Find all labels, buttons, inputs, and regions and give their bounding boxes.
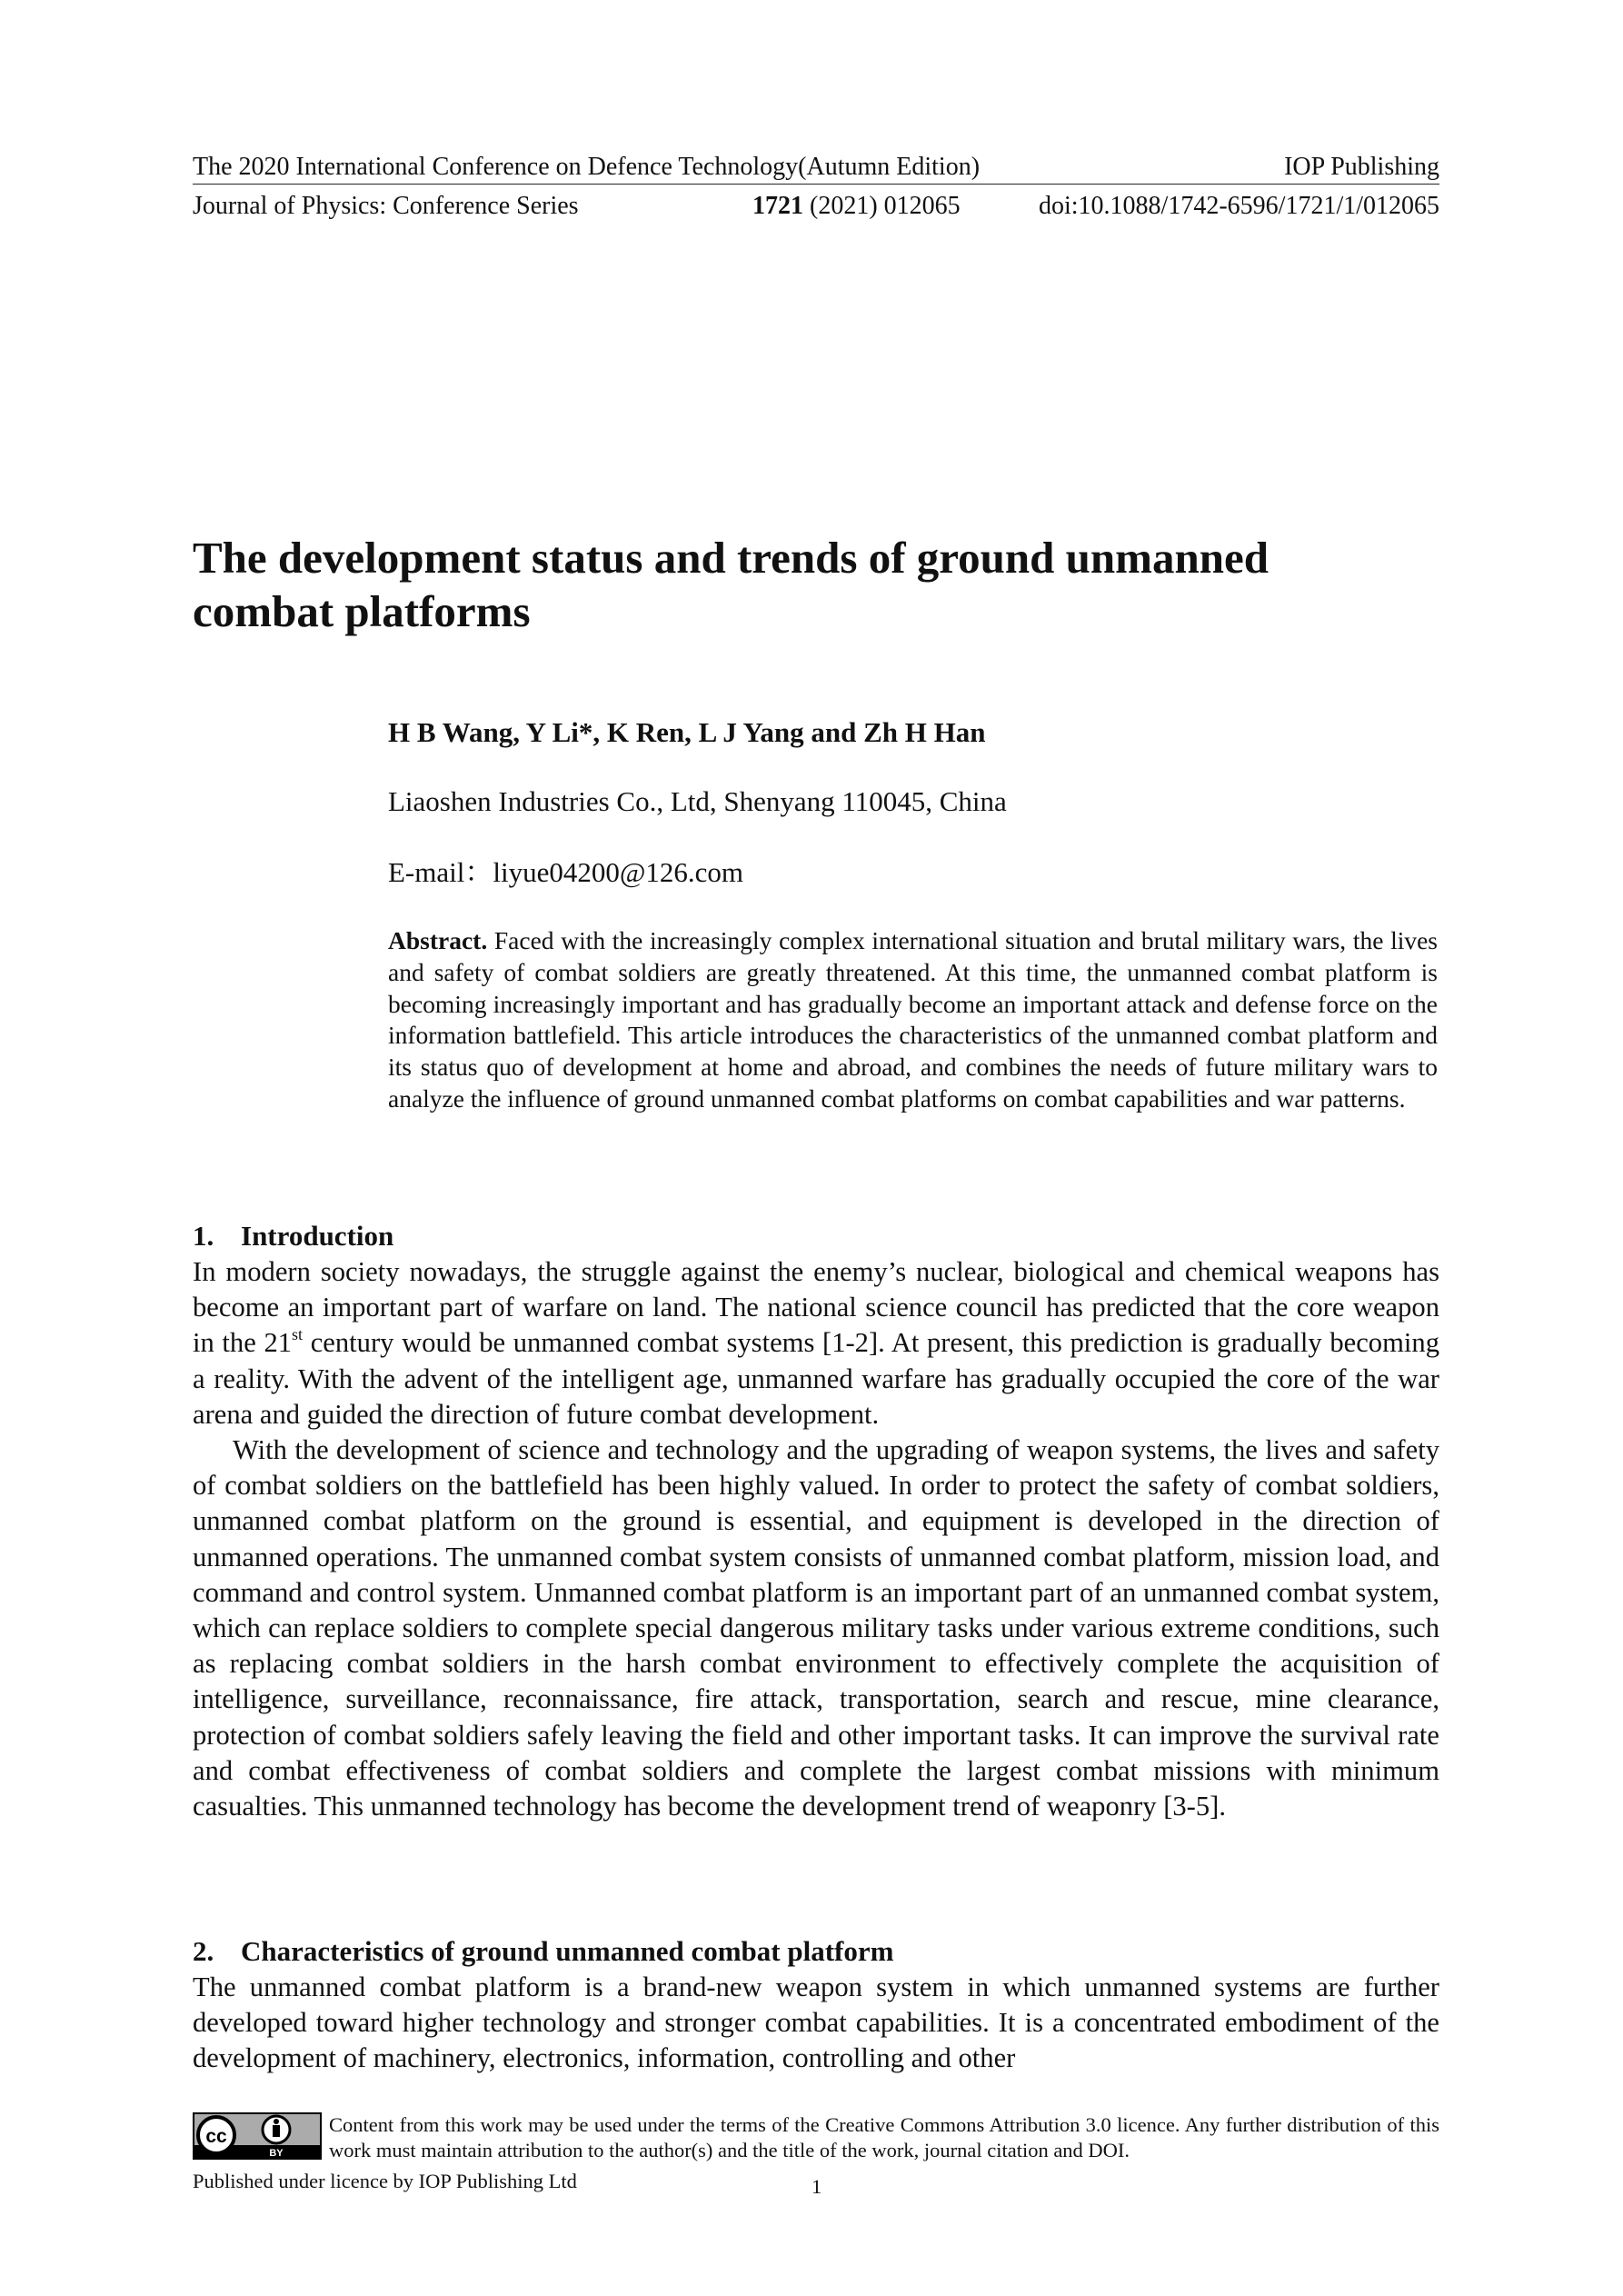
year-article: (2021) 012065 <box>810 192 961 220</box>
running-header-bottom <box>193 190 1439 223</box>
conference-name: The 2020 International Conference on Defence Technology(Autumn Edition) <box>193 153 981 181</box>
paragraph: In modern society nowadays, the struggle against the enemy’s nuclear, biological and chemical weapons has become an important part of warfare on land. The national science council has predicted that the core weapon in the 21st century would be unmanned combat systems [1-2]. At present, this prediction is gradually becoming a reality. With the advent of the intelligent age, unmanned warfare has gradually occupied the core of the war arena and guided the direction of future combat development. <box>193 1256 1439 1430</box>
abstract-text: Faced with the increasingly complex international situation and brutal military wars, the lives and safety of combat soldiers are greatly threatened. At this time, the unmanned combat platform is becoming increasingly important and has gradually become an important attack and defense force on the information battlefield. This article introduces the characteristics of the unmanned combat platform and its status quo of development at home and abroad, and combines the needs of future military wars to analyze the influence of ground unmanned combat platforms on combat capabilities and war patterns. <box>388 926 1439 1113</box>
abstract <box>388 925 1438 1115</box>
cc-by-license-icon[interactable] <box>193 2112 322 2160</box>
paragraph: The unmanned combat platform is a brand-new weapon system in which unmanned systems are further developed toward higher technology and stronger combat capabilities. It is a concentrated embodiment of the development of machinery, electronics, information, controlling and other <box>193 1972 1439 2074</box>
page-number: 1 <box>812 2175 822 2198</box>
abstract-label: Abstract. <box>388 926 488 954</box>
section-heading-characteristics <box>193 1934 893 1969</box>
paper-title: The development status and trends of ground unmanned combat platforms <box>193 533 1269 636</box>
section-number: 2. <box>193 1935 214 1967</box>
author-email[interactable]: E-mail：liyue04200@126.com <box>388 856 744 888</box>
svg-text:BY: BY <box>269 2148 284 2159</box>
license-block <box>193 2112 1439 2163</box>
ordinal-suffix: st <box>292 1325 304 1344</box>
section-title: Characteristics of ground unmanned combat platform <box>241 1935 894 1967</box>
section-body-introduction <box>193 1254 1439 1824</box>
license-text: Content from this work may be used under the terms of the Creative Commons Attribution 3.0 licence. Any further distribution of this work must maintain attribution to the author(s) and the title of the work, journal citation and DOI. <box>329 2113 1439 2161</box>
journal-name: Journal of Physics: Conference Series <box>193 192 579 220</box>
doi-link[interactable]: doi:10.1088/1742-6596/1721/1/012065 <box>1039 192 1439 220</box>
volume-info <box>752 190 961 223</box>
author-affiliation: Liaoshen Industries Co., Ltd, Shenyang 110045, China <box>388 785 1007 817</box>
volume-number: 1721 <box>752 192 803 220</box>
running-header-top <box>193 151 1439 185</box>
published-notice: Published under licence by IOP Publishing Ltd <box>193 2170 577 2192</box>
section-heading-introduction <box>193 1219 393 1253</box>
section-number: 1. <box>193 1220 214 1252</box>
svg-text:cc: cc <box>205 2126 227 2147</box>
section-title: Introduction <box>241 1220 394 1252</box>
author-list: H B Wang, Y Li*, K Ren, L J Yang and Zh H Han <box>388 716 986 748</box>
section-body-characteristics <box>193 1970 1439 2077</box>
paragraph: With the development of science and technology and the upgrading of weapon systems, the lives and safety of combat soldiers on the battlefield has been highly valued. In order to protect the safety of combat soldiers, unmanned combat platform on the ground is essential, and equipment is developed in the direction of unmanned operations. The unmanned combat system consists of unmanned combat platform, mission load, and command and control system. Unmanned combat platform is an important part of an unmanned combat system, which can replace soldiers to complete special dangerous military tasks under various extreme conditions, such as replacing combat soldiers in the harsh combat environment to effectively complete the acquisition of intelligence, surveillance, reconnaissance, fire attack, transportation, search and rescue, mine clearance, protection of combat soldiers safely leaving the field and other important tasks. It can improve the survival rate and combat effectiveness of combat soldiers and complete the largest combat missions with minimum casualties. This unmanned technology has become the development trend of weaponry [3-5]. <box>193 1434 1439 1822</box>
publisher-name: IOP Publishing <box>1284 153 1439 181</box>
